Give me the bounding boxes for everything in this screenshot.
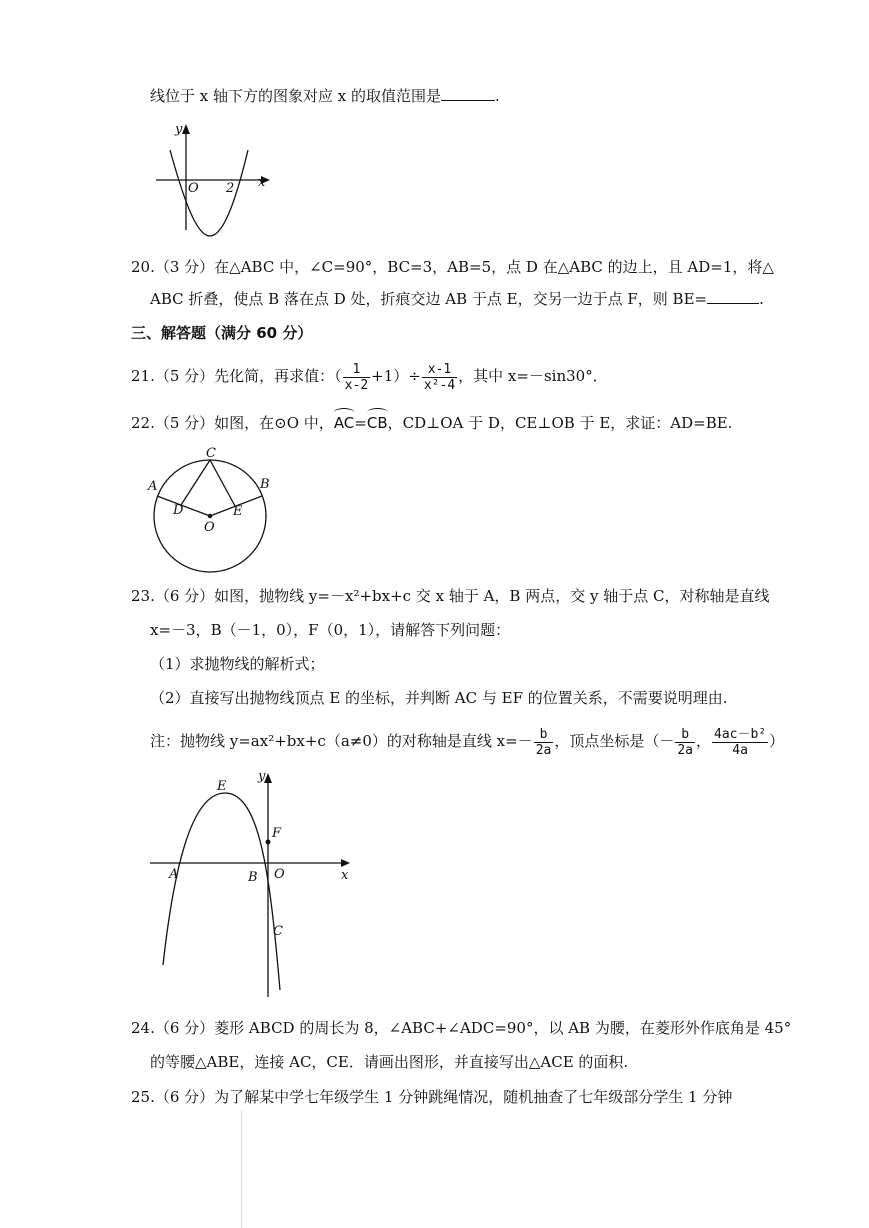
q23-line1: 23.（6 分）如图，抛物线 y=－x²+bx+c 交 x 轴于 A，B 两点，交 y 轴于点 C，对称轴是直线: [131, 587, 770, 605]
q22-prefix: 22.（5 分）如图，在⊙O 中，: [131, 414, 334, 432]
f2-denominator: x²-4: [423, 377, 456, 393]
vertex-2a-denominator: 2a: [677, 742, 694, 758]
note-end: ）: [769, 732, 785, 750]
x-label: x: [341, 868, 349, 883]
label-d: D: [173, 503, 184, 518]
label-f: F: [272, 826, 282, 841]
q21-prefix: 21.（5 分）先化简，再求值：（: [131, 367, 342, 385]
label-a: A: [169, 867, 179, 882]
margin-guide-line: [241, 1110, 242, 1228]
note-prefix: 注：抛物线 y=ax²+bx+c（a≠0）的对称轴是直线 x=－: [150, 732, 533, 750]
hidden-helper: [193, 809, 268, 863]
q19-text: [150, 86, 500, 106]
q20-line2: [150, 289, 764, 309]
label-c: C: [206, 446, 216, 461]
q19-answer-blank[interactable]: [441, 86, 495, 101]
note-comma: ，: [696, 732, 712, 750]
x-label: x: [258, 175, 266, 190]
parabola-curve: [163, 793, 280, 990]
q21-text: [131, 356, 608, 396]
q23-note: [150, 719, 784, 763]
q22-eq: =: [354, 414, 367, 432]
figure-19-parabola: [148, 118, 278, 240]
q21-fraction-2: [422, 362, 457, 393]
q20-answer-blank[interactable]: [707, 289, 759, 304]
q24-line1: 24.（6 分）菱形 ABCD 的周长为 8，∠ABC+∠ADC=90°，以 AB 为腰，在菱形外作底角是 45°: [131, 1019, 792, 1037]
q25-line1: 25.（6 分）为了解某中学七年级学生 1 分钟跳绳情况，随机抽查了七年级部分学生 1 分钟: [131, 1088, 733, 1106]
figure-22-circle: [140, 440, 280, 575]
radius-oa: [157, 496, 210, 516]
q23-part1: （1）求抛物线的解析式；: [150, 655, 325, 673]
vertex-x-fraction: [675, 727, 695, 758]
f1-numerator: 1: [343, 362, 370, 378]
q19-tail: 线位于 x 轴下方的图象对应 x 的取值范围是: [150, 87, 441, 105]
label-e: E: [233, 504, 243, 519]
label-a: A: [148, 479, 158, 494]
vertex-y-numerator: 4ac－b²: [714, 726, 767, 742]
q23-line2: x=－3，B（－1，0），F（0，1），请解答下列问题：: [150, 621, 511, 639]
vertex-y-denominator: 4a: [732, 742, 748, 758]
note-mid: ，顶点坐标是（－: [554, 732, 675, 750]
x-axis-arrow: [341, 859, 350, 867]
q19-end: .: [495, 87, 500, 105]
label-c: C: [273, 924, 283, 939]
segment-ce: [210, 460, 235, 506]
label-e: E: [217, 779, 227, 794]
label-o: O: [204, 520, 215, 535]
q20-end: .: [759, 290, 764, 308]
q22-text: [131, 411, 732, 433]
q21-fraction-1: [343, 362, 370, 393]
origin-label: O: [188, 181, 199, 196]
f1-denominator: x-2: [344, 377, 369, 393]
label-b: B: [260, 477, 270, 492]
q24-line2: 的等腰△ABE，连接 AC，CE．请画出图形，并直接写出△ACE 的面积.: [150, 1053, 629, 1071]
q22-suffix: ，CD⊥OA 于 D，CE⊥OB 于 E，求证：AD=BE.: [387, 414, 733, 432]
y-axis-arrow: [182, 124, 190, 134]
vertex-y-fraction: [712, 727, 768, 758]
arc-ac: AC: [334, 411, 354, 433]
tick-2-label: 2: [226, 181, 235, 196]
parabola-curve: [170, 150, 248, 236]
f2-numerator: x-1: [422, 362, 457, 378]
q21-plus: +1）÷: [371, 367, 421, 385]
b-numerator: b: [534, 727, 554, 743]
figure-23-parabola: [145, 765, 360, 1000]
y-label: y: [258, 769, 266, 784]
q21-suffix: ，其中 x=－sin30°．: [458, 367, 608, 385]
q20-line1: 20.（3 分）在△ABC 中，∠C=90°，BC=3，AB=5，点 D 在△ABC 的边上，且 AD=1，将△: [131, 258, 774, 276]
arc-cb: CB: [367, 411, 388, 433]
label-b: B: [248, 870, 258, 885]
point-f: [266, 840, 271, 845]
vertex-b-numerator: b: [675, 727, 695, 743]
y-label: y: [175, 122, 183, 137]
2a-denominator: 2a: [535, 742, 552, 758]
segment-cd: [181, 460, 210, 505]
center-point: [208, 514, 212, 518]
fraction-b-2a: [534, 727, 554, 758]
section-3-heading: 三、解答题（满分 60 分）: [131, 324, 313, 342]
q20-line2-text: ABC 折叠，使点 B 落在点 D 处，折痕交边 AB 于点 E，交另一边于点 F，则 BE=: [150, 290, 708, 308]
q23-part2: （2）直接写出抛物线顶点 E 的坐标，并判断 AC 与 EF 的位置关系，不需要说明理由.: [150, 689, 728, 707]
label-o: O: [274, 867, 285, 882]
